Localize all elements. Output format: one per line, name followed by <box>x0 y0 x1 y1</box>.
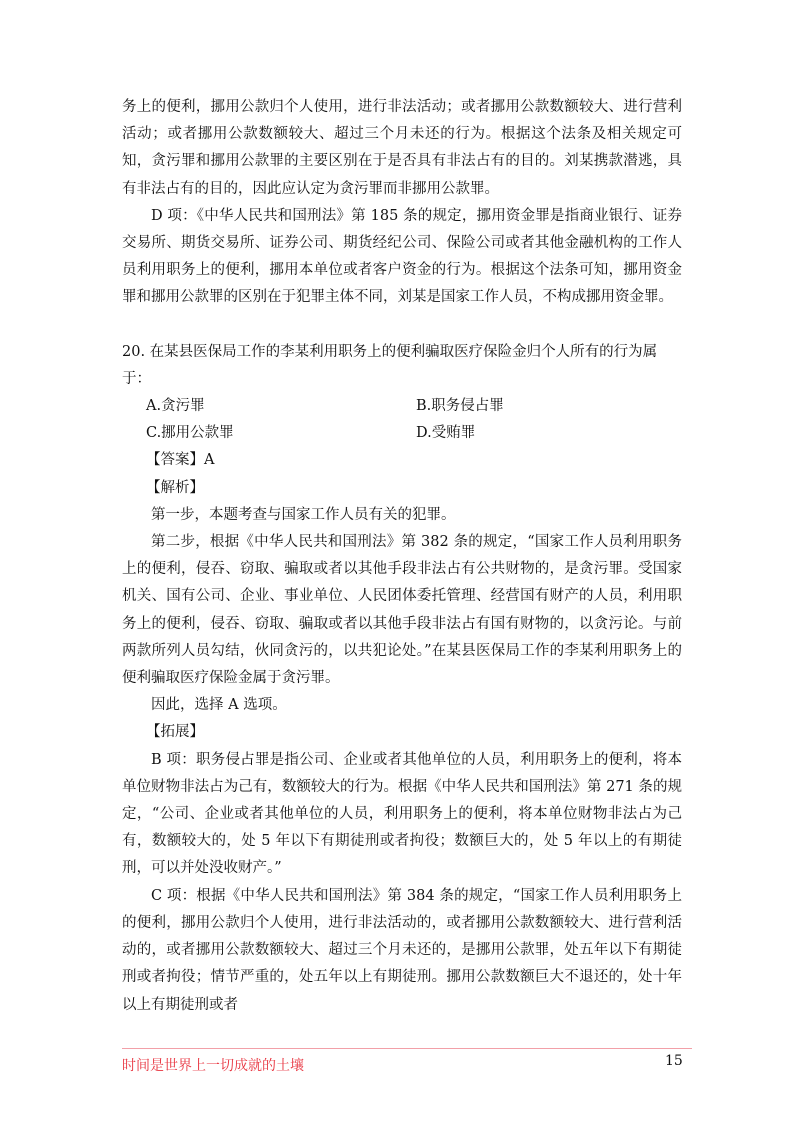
question-number: 20. <box>122 343 146 360</box>
extension-label: 【拓展】 <box>146 724 204 741</box>
option-b: B.职务侵占罪 <box>416 398 504 415</box>
document-body <box>122 94 682 1019</box>
analysis-label: 【解析】 <box>146 479 204 496</box>
footer-divider <box>122 1048 692 1049</box>
intro-paragraph-2: D 项：《中华人民共和国刑法》第 185 条的规定，挪用资金罪是指商业银行、证券交易所、期货交易所、证券公司、期货经纪公司、保险公司或者其他金融机构的工作人员利用职务上的便利，挪用本单位或者客户资金的行为。根据这个法条可知，挪用资金罪和挪用公款罪的区别在于犯罪主体不同，刘某是国家工作人员，不构成挪用资金罪。 <box>122 207 682 306</box>
analysis-paragraph-1: 第一步，本题考查与国家工作人员有关的犯罪。 <box>151 506 456 523</box>
analysis-paragraph-2: 第二步，根据《中华人民共和国刑法》第 382 条的规定，“国家工作人员利用职务上的便利，侵吞、窃取、骗取或者以其他手段非法占有公共财物的，是贪污罪。受国家机关、国有公司、企业、事业单位、人民团体委托管理、经营国有财产的人员，利用职务上的便利，侵吞、窃取、骗取或者以其他手段非法占有国有财物的，以贪污论。与前两款所列人员勾结，伙同贪污的，以共犯论处。”在某县医保局工作的李某利用职务上的便利骗取医疗保险金属于贪污罪。 <box>122 534 682 687</box>
option-c: C.挪用公款罪 <box>146 425 234 442</box>
extension-paragraph-c: C 项：根据《中华人民共和国刑法》第 384 条的规定，“国家工作人员利用职务上的便利，挪用公款归个人使用，进行非法活动的，或者挪用公款数额较大、进行营利活动的，或者挪用公款数额较大、超过三个月未还的，是挪用公款罪，处五年以下有期徒刑或者拘役；情节严重的，处五年以上有期徒刑。挪用公款数额巨大不退还的，处十年以上有期徒刑或者 <box>122 887 682 1013</box>
spacer <box>122 312 682 339</box>
footer-slogan: 时间是世界上一切成就的土壤 <box>122 1058 304 1074</box>
options-grid <box>122 393 682 447</box>
question <box>122 339 682 393</box>
page-number: 15 <box>665 1053 683 1069</box>
option-a: A.贪污罪 <box>146 398 205 415</box>
intro-paragraph-1: 务上的便利，挪用公款归个人使用，进行非法活动；或者挪用公款数额较大、进行营利活动；或者挪用公款数额较大、超过三个月未还的行为。根据这个法条及相关规定可知，贪污罪和挪用公款罪的主要区别在于是否具有非法占有的目的。刘某携款潜逃，具有非法占有的目的，因此应认定为贪污罪而非挪用公款罪。 <box>122 99 682 197</box>
extension-paragraph-b: B 项：职务侵占罪是指公司、企业或者其他单位的人员，利用职务上的便利，将本单位财物非法占为己有，数额较大的行为。根据《中华人民共和国刑法》第 271 条的规定，“公司、企业或者其他单位的人员，利用职务上的便利，将本单位财物非法占为己有，数额较大的，处 5 年以下有期徒刑或者拘役；数额巨大的，处 5 年以上的有期徒刑，可以并处没收财产。” <box>122 751 682 877</box>
answer-label: 【答案】A <box>146 452 215 469</box>
analysis-paragraph-3: 因此，选择 A 选项。 <box>151 697 287 714</box>
option-d: D.受贿罪 <box>416 425 476 442</box>
question-text: 在某县医保局工作的李某利用职务上的便利骗取医疗保险金归个人所有的行为属于： <box>122 343 658 387</box>
